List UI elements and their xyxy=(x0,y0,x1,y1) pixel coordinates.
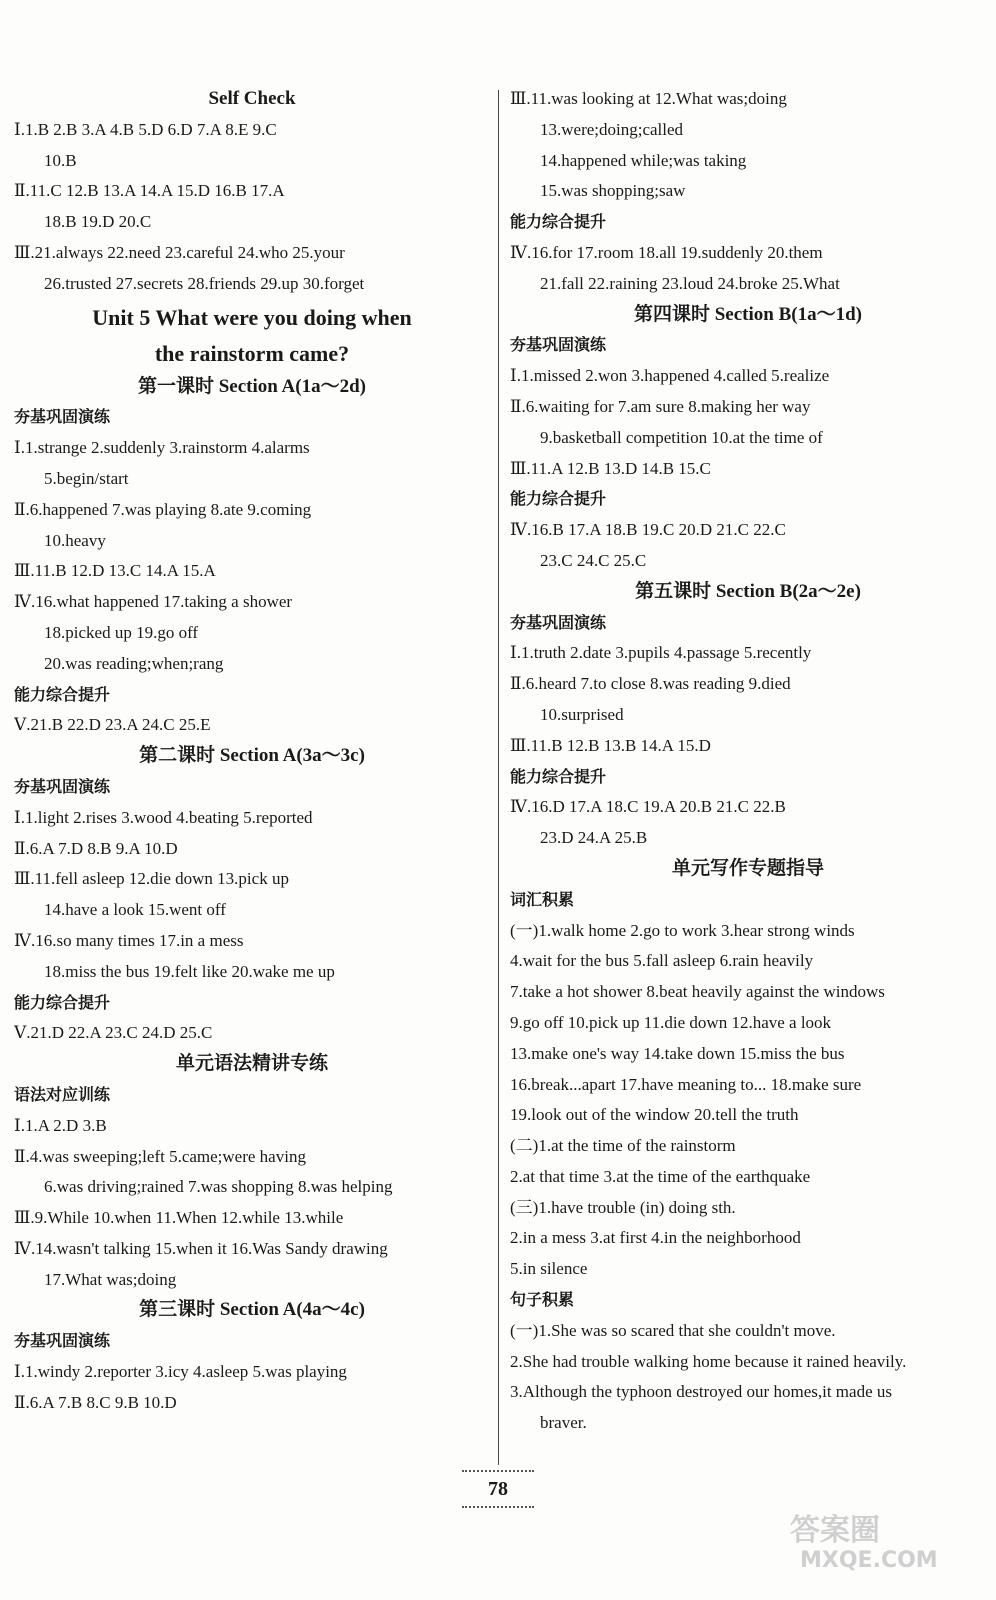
right-line-23: Ⅳ.16.D 17.A 18.C 19.A 20.B 21.C 22.B xyxy=(510,797,786,817)
left-line-6: 26.trusted 27.secrets 28.friends 29.up 30.forget xyxy=(44,273,365,293)
right-line-20: 10.surprised xyxy=(540,704,624,724)
right-line-11: 9.basketball competition 10.at the time of xyxy=(540,427,823,447)
left-column xyxy=(14,84,490,1419)
right-line-9: Ⅰ.1.missed 2.won 3.happened 4.called 5.realize xyxy=(510,366,830,386)
right-line-15: 23.C 24.C 25.C xyxy=(540,550,647,570)
left-line-31: 单元语法精讲专练 xyxy=(175,1053,328,1075)
left-line-39: 第三课时 Section A(4a～4c) xyxy=(139,1299,365,1321)
right-line-19: Ⅱ.6.heard 7.to close 8.was reading 9.died xyxy=(510,674,791,694)
right-line-16: 第五课时 Section B(2a～2e) xyxy=(635,580,861,602)
right-line-36: (三)1.have trouble (in) doing sth. xyxy=(510,1197,736,1217)
left-line-22: 夯基巩固演练 xyxy=(14,776,111,796)
right-line-38: 5.in silence xyxy=(510,1259,588,1279)
left-line-40: 夯基巩固演练 xyxy=(14,1331,111,1351)
right-line-14: Ⅳ.16.B 17.A 18.B 19.C 20.D 21.C 22.C xyxy=(510,520,786,540)
right-line-40: (一)1.She was so scared that she couldn't move. xyxy=(510,1320,836,1340)
left-line-16: Ⅳ.16.what happened 17.taking a shower xyxy=(14,592,293,612)
left-line-26: 14.have a look 15.went off xyxy=(44,900,226,920)
left-line-15: Ⅲ.11.B 12.D 13.C 14.A 15.A xyxy=(14,561,216,581)
right-line-34: (二)1.at the time of the rainstorm xyxy=(510,1136,736,1156)
left-line-25: Ⅲ.11.fell asleep 12.die down 13.pick up xyxy=(14,869,289,889)
right-line-10: Ⅱ.6.waiting for 7.am sure 8.making her way xyxy=(510,396,811,416)
right-line-1: 13.were;doing;called xyxy=(540,119,684,139)
left-line-19: 能力综合提升 xyxy=(14,684,111,704)
left-line-23: Ⅰ.1.light 2.rises 3.wood 4.beating 5.reported xyxy=(14,807,313,827)
right-line-12: Ⅲ.11.A 12.B 13.D 14.B 15.C xyxy=(510,458,711,478)
right-line-26: 词汇积累 xyxy=(510,889,575,909)
left-line-28: 18.miss the bus 19.felt like 20.wake me up xyxy=(44,961,335,981)
left-line-32: 语法对应训练 xyxy=(14,1084,111,1104)
left-line-37: Ⅳ.14.wasn't talking 15.when it 16.Was Sandy drawing xyxy=(14,1238,388,1258)
left-line-8: the rainstorm came? xyxy=(154,340,350,366)
left-line-33: Ⅰ.1.A 2.D 3.B xyxy=(14,1115,107,1135)
left-line-36: Ⅲ.9.While 10.when 11.When 12.while 13.while xyxy=(14,1208,344,1228)
right-line-3: 15.was shopping;saw xyxy=(540,181,686,201)
right-line-39: 句子积累 xyxy=(510,1290,575,1310)
right-line-32: 16.break...apart 17.have meaning to... 18.make sure xyxy=(510,1074,862,1094)
left-line-38: 17.What was;doing xyxy=(44,1269,177,1289)
left-line-12: 5.begin/start xyxy=(44,468,129,488)
right-line-13: 能力综合提升 xyxy=(510,489,607,509)
watermark-logo: 答案圈 xyxy=(790,1513,880,1548)
left-line-21: 第二课时 Section A(3a～3c) xyxy=(139,745,365,767)
right-line-4: 能力综合提升 xyxy=(510,212,607,232)
left-line-30: Ⅴ.21.D 22.A 23.C 24.D 25.C xyxy=(14,1023,213,1043)
left-line-0: Self Check xyxy=(208,88,296,109)
left-line-2: 10.B xyxy=(44,150,77,170)
left-line-9: 第一课时 Section A(1a～2d) xyxy=(137,375,366,397)
right-line-2: 14.happened while;was taking xyxy=(540,150,747,170)
left-line-41: Ⅰ.1.windy 2.reporter 3.icy 4.asleep 5.was playing xyxy=(14,1362,347,1382)
right-line-24: 23.D 24.A 25.B xyxy=(540,828,648,848)
left-line-3: Ⅱ.11.C 12.B 13.A 14.A 15.D 16.B 17.A xyxy=(14,181,285,201)
left-line-42: Ⅱ.6.A 7.B 8.C 9.B 10.D xyxy=(14,1392,177,1412)
left-line-1: Ⅰ.1.B 2.B 3.A 4.B 5.D 6.D 7.A 8.E 9.C xyxy=(14,119,277,139)
left-line-34: Ⅱ.4.was sweeping;left 5.came;were having xyxy=(14,1146,306,1166)
right-line-29: 7.take a hot shower 8.beat heavily against the windows xyxy=(510,982,885,1002)
right-line-33: 19.look out of the window 20.tell the truth xyxy=(510,1105,799,1125)
left-line-20: Ⅴ.21.B 22.D 23.A 24.C 25.E xyxy=(14,715,211,735)
left-line-11: Ⅰ.1.strange 2.suddenly 3.rainstorm 4.alarms xyxy=(14,438,310,458)
left-line-4: 18.B 19.D 20.C xyxy=(44,212,152,232)
right-line-30: 9.go off 10.pick up 11.die down 12.have a look xyxy=(510,1012,832,1032)
right-line-41: 2.She had trouble walking home because it rained heavily. xyxy=(510,1351,907,1371)
right-line-0: Ⅲ.11.was looking at 12.What was;doing xyxy=(510,89,787,108)
right-line-25: 单元写作专题指导 xyxy=(671,857,824,879)
left-line-27: Ⅳ.16.so many times 17.in a mess xyxy=(14,930,244,950)
right-line-21: Ⅲ.11.B 12.B 13.B 14.A 15.D xyxy=(510,735,711,755)
right-line-7: 第四课时 Section B(1a～1d) xyxy=(633,303,862,325)
right-line-22: 能力综合提升 xyxy=(510,766,607,786)
right-line-5: Ⅳ.16.for 17.room 18.all 19.suddenly 20.them xyxy=(510,242,823,262)
left-line-7: Unit 5 What were you doing when xyxy=(92,304,412,330)
right-line-35: 2.at that time 3.at the time of the earthquake xyxy=(510,1166,811,1186)
left-line-35: 6.was driving;rained 7.was shopping 8.was helping xyxy=(44,1177,393,1197)
left-line-5: Ⅲ.21.always 22.need 23.careful 24.who 25.your xyxy=(14,242,345,262)
right-line-27: (一)1.walk home 2.go to work 3.hear strong winds xyxy=(510,920,855,940)
right-line-28: 4.wait for the bus 5.fall asleep 6.rain heavily xyxy=(510,951,814,971)
right-line-6: 21.fall 22.raining 23.loud 24.broke 25.What xyxy=(540,273,840,293)
left-line-14: 10.heavy xyxy=(44,530,106,550)
right-line-8: 夯基巩固演练 xyxy=(510,335,607,355)
right-column xyxy=(510,84,986,1439)
watermark-url: MXQE.COM xyxy=(800,1548,938,1573)
left-line-24: Ⅱ.6.A 7.D 8.B 9.A 10.D xyxy=(14,838,178,858)
left-line-29: 能力综合提升 xyxy=(14,992,111,1012)
right-line-17: 夯基巩固演练 xyxy=(510,612,607,632)
right-line-42: 3.Although the typhoon destroyed our homes,it made us xyxy=(510,1382,892,1402)
right-line-43: braver. xyxy=(540,1413,587,1433)
right-line-18: Ⅰ.1.truth 2.date 3.pupils 4.passage 5.recently xyxy=(510,643,812,663)
left-line-17: 18.picked up 19.go off xyxy=(44,622,199,642)
left-line-13: Ⅱ.6.happened 7.was playing 8.ate 9.coming xyxy=(14,499,312,519)
left-line-10: 夯基巩固演练 xyxy=(14,407,111,427)
column-divider xyxy=(498,90,499,1465)
page-number: 78 xyxy=(462,1470,534,1508)
right-line-37: 2.in a mess 3.at first 4.in the neighborhood xyxy=(510,1228,801,1248)
left-line-18: 20.was reading;when;rang xyxy=(44,653,224,673)
right-line-31: 13.make one's way 14.take down 15.miss the bus xyxy=(510,1043,845,1063)
